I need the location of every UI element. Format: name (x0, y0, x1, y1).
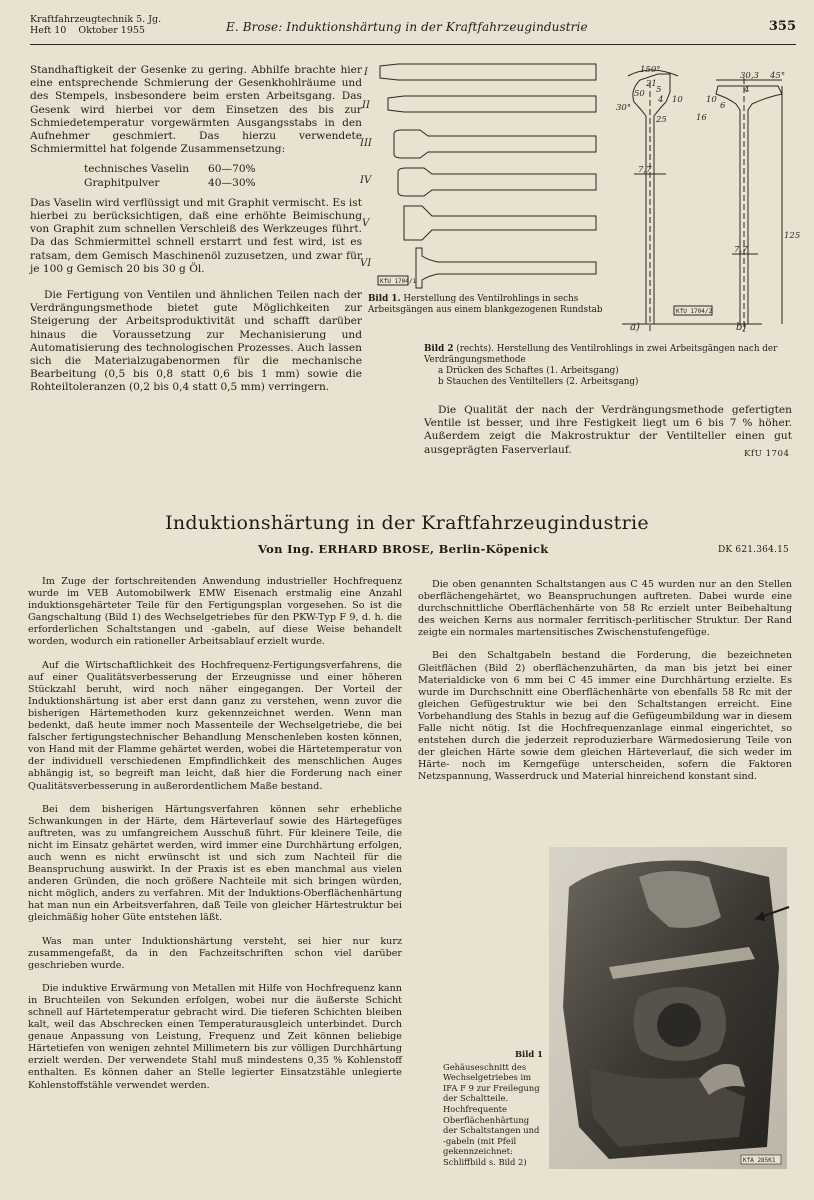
label-b: b) (736, 322, 747, 333)
article-paragraph: Auf die Wirtschaftlichkeit des Hochfrequenz-Fertigungsverfahrens, die auf einer Qualitätsverbesserung der Erzeugnisse und einer höheren Stückzahl beruht, wird noch näher eingegangen. Der Vorteil der Induktionshärtung ist aber erst dann ganz zu verstehen, wenn zuvor die bisherigen Härtemethoden kurz gekennzeichnet werden. Wenn man bedenkt, daß heute immer noch Massenteile der Wechselgetriebe, die bei falscher fertigungstechnischer Behandlung Menschenleben kosten können, von Hand mit der Flamme gehärtet werden, wobei die Härtetemperatur von der individuell verschiedenen Empfindlichkeit des menschlichen Auges abhängig ist, so begreift man leicht, daß hier die Forderung nach einer Qualitätsverbesserung in außerordentlichem Maße bestand. (28, 659, 402, 792)
lubricant-recipe (84, 163, 362, 189)
dim-label: 45° (770, 71, 786, 81)
gear-hub (657, 1003, 701, 1047)
dim-label: 150° (640, 65, 661, 75)
dim-label: 25 (656, 115, 667, 125)
figure-1-caption (368, 294, 608, 316)
caption-label: Bild 1 (514, 1049, 543, 1059)
stage-label: III (360, 138, 372, 149)
dim-label: 7,7 (734, 245, 748, 255)
label-a: a) (630, 322, 640, 333)
dim-label: 4 (658, 95, 664, 105)
photo-stamp: KfA 285K1 (743, 1157, 776, 1164)
dk-number: DK 621.364.15 (718, 545, 789, 555)
running-title: E. Brose: Induktionshärtung in der Kraftfahrzeugindustrie (226, 20, 588, 34)
stage-label: I (364, 67, 368, 78)
dim-label: 50 (634, 89, 645, 99)
stage-label: IV (360, 175, 372, 186)
article-paragraph: Bei den Schaltgabeln bestand die Forderung, die bezeichneten Gleitflächen (Bild 2) oberflächenzuhärten, da man bis jetzt bei einer Materialdicke von 6 mm bei C 45 immer eine Durchhärtung erzielte. Es wurde im Durchschnitt eine Oberflächenhärte von ebenfalls 58 Rc mit der gleichen Gefügestruktur wie bei den Schaltstangen erreicht. Eine Vorbehandlung des Stahls in bezug auf die Gefügeumbildung war in diesem Falle nicht nötig. Ist die Hochfrequenzanlage einmal eingerichtet, so entstehen durch die jederzeit reproduzierbare Wärmedosierung Teile von der gleichen Härte sowie dem gleichen Härteverlauf, die sich weder im Härte- noch im Kerngefüge unterscheiden, sofern die Faktoren Netzspannung, Wasserdruck und Material hinreichend konstant sind. (418, 650, 792, 783)
recipe-row (84, 177, 362, 190)
journal-info (30, 14, 161, 36)
figure-1-stages-drawing (358, 58, 608, 298)
recipe-name: technisches Vaselin (84, 163, 190, 176)
figure-2-caption (424, 344, 796, 388)
stage-3-bar (394, 130, 596, 158)
dim-label: 10 (672, 95, 683, 105)
article-paragraph: Bei dem bisherigen Härtungsverfahren können sehr erhebliche Schwankungen in der Härte, dem Härteverlauf sowie des Härtegefüges auftreten, was zu umfangreichem Ausschuß führt. Für kleinere Teile, die nicht im Einsatz gehärtet werden, wird immer eine Durchhärtung erfolgen, auch wenn es nicht erwünscht ist und sich zum Nachteil für die Beanspruchung auswirkt. In der Praxis ist es eben manchmal aus vielen anderen Gründen, die noch größere Nachteile mit sich bringen würden, nicht möglich, anders zu verfahren. Mit der Induktions-Oberflächenhärtung hat man nun ein Arbeitsverfahren, daß Teile von gleicher Härtestruktur bei gleichmäßig hoher Güte entstehen läßt. (28, 803, 402, 924)
article-paragraph: Die oben genannten Schaltstangen aus C 45 wurden nur an den Stellen oberflächengehärtet, wo Beanspruchungen auftreten. Dabei wurde eine durchschnittliche Oberflächenhärte von 58 Rc erzielt unter Beibehaltung des weichen Kerns aus normaler ferritisch-perlitischer Struktur. Der Rand zeigte ein normales martensitisches Zwischenstufengefüge. (418, 579, 792, 639)
dim-label: 30,3 (740, 71, 759, 81)
running-head (30, 14, 796, 45)
recipe-value: 60—70% (208, 163, 256, 176)
article-left-column (28, 576, 402, 1092)
stage-6-valve (416, 248, 596, 288)
caption-main (424, 344, 796, 366)
dim-label: 30° (616, 103, 632, 113)
prev-paragraph: Standhaftigkeit der Gesenke zu gering. Abhilfe brachte hier eine entsprechende Schmierung der Gesenkhohlräume und des Stempels, insbesondere beim ersten Arbeitsgang. Das Gesenk wird hierbei vor dem Einsetzen des bis zur Schmiedetemperatur vorgewärmten Ausgangsstabs in den Aufnehmer geschmiert. Das hierzu verwendete Schmiermittel hat folgende Zusammensetzung: (30, 64, 362, 156)
photo-caption (443, 1049, 543, 1168)
caption-item-b: b Stauchen des Ventiltellers (2. Arbeitsgang) (438, 377, 639, 387)
dim-label: 21 (646, 79, 657, 89)
dim-label: 5 (656, 85, 662, 95)
caption-label: Bild 2 (424, 344, 454, 354)
dim-label: 16 (696, 113, 707, 123)
prev-paragraph: Die Qualität der nach der Verdrängungsmethode gefertigten Ventile ist besser, und ihre Festigkeit liegt um 6 bis 7 % höher. Außerdem zeigt die Makrostruktur der Ventilteller einen gut ausgeprägten Faserverlauf. (424, 404, 792, 456)
recipe-row (84, 163, 362, 176)
valve-a-outline (633, 74, 670, 324)
caption-label: Bild 1. (368, 294, 401, 304)
caption-text: Herstellung des Ventilrohlings in sechs Arbeitsgängen aus einem blankgezogenen Rundstab (368, 294, 603, 315)
article-author: Von Ing. ERHARD BROSE, Berlin-Köpenick (258, 542, 549, 556)
dim-label: 7,7 (638, 165, 652, 175)
article-paragraph: Im Zuge der fortschreitenden Anwendung industrieller Hochfrequenz wurde im VEB Automobilwerk EMW Eisenach erstmalig eine Anzahl induktionsgehärteter Teile für den Fertigungsplan vorgesehen. So ist die Gangschaltung (Bild 1) des Wechselgetriebes für den PKW-Typ F 9, d. h. die erforderlichen Schaltstangen und -gabeln, auf diese Weise behandelt worden, wodurch ein rationeller Arbeitsablauf erzielt wurde. (28, 576, 402, 648)
valve-b-outline (716, 86, 782, 324)
gearbox-photo (549, 847, 787, 1169)
prev-article-left-column (30, 64, 362, 395)
stage-2-bar (388, 96, 596, 112)
fig1-stamp: KfU 1704/1 (380, 278, 417, 285)
recipe-name: Graphitpulver (84, 176, 160, 189)
stage-1-bar (380, 64, 596, 80)
journal-line-2: Heft 10 Oktober 1955 (30, 25, 145, 36)
caption-text: (rechts). Herstellung des Ventilrohlings in zwei Arbeitsgängen nach der Verdrängungsmethode (424, 344, 778, 365)
article-right-column (418, 579, 792, 784)
article-title: Induktionshärtung in der Kraftfahrzeugindustrie (165, 512, 649, 534)
prev-paragraph: Die Fertigung von Ventilen und ähnlichen Teilen nach der Verdrängungsmethode bietet gute Möglichkeiten zur Steigerung der Arbeitsproduktivität und schafft darüber hinaus die Voraussetzung zur Mechanisierung und Automatisierung des technologischen Prozesses. Auch lassen sich die Materialzugabenormen für die mechanische Bearbeitung (0,5 bis 0,8 statt 0,6 bis 1 mm) sowie die Rohteiltoleranzen (0,2 bis 0,4 statt 0,5 mm) verringern. (30, 289, 362, 394)
stage-label: V (362, 218, 370, 229)
stage-5-bar (404, 206, 596, 240)
article-sign: KfU 1704 (744, 449, 790, 459)
figure-2-valve-drawing (612, 62, 802, 340)
article-paragraph: Was man unter Induktionshärtung versteht, sei hier nur kurz zusammengefaßt, da in den Fachzeitschriften schon viel darüber geschrieben wurde. (28, 935, 402, 971)
caption-text: Gehäuseschnitt des Wechselgetriebes im IFA F 9 zur Freilegung der Schaltteile. Hochfrequente Oberflächenhärtung der Schaltstangen und -gabeln (mit Pfeil gekennzeichnet: Schliffbild s. Bild 2) (443, 1061, 540, 1167)
dim-label: 10 (706, 95, 717, 105)
stage-label: VI (360, 258, 372, 269)
article-paragraph: Die induktive Erwärmung von Metallen mit Hilfe von Hochfrequenz kann in Bruchteilen von Sekunden erfolgen, wobei nur die äußerste Schicht schnell auf Härtetemperatur gebracht wird. Die tieferen Schichten bleiben kalt, weil das Abschrecken einen Temperaturausgleich unterbindet. Durch genaue Anpassung von Leistung, Frequenz und Zeit können beliebige Härtetiefen von wenigen zehntel Millimetern bis zur völligen Durchhärtung erzielt werden. Der verwendete Stahl muß mindestens 0,35 % Kohlenstoff enthalten. Es können daher an Stelle legierter Einsatzstähle unlegierte Kohlenstoffstähle verwendet werden. (28, 982, 402, 1091)
stage-4-bar (398, 168, 596, 196)
recipe-value: 40—30% (208, 176, 256, 189)
prev-article-right-column (424, 404, 792, 457)
dim-label: 125 (784, 231, 801, 241)
dim-label: 6 (720, 101, 726, 111)
stage-label: II (362, 100, 370, 111)
prev-paragraph: Das Vaselin wird verflüssigt und mit Graphit vermischt. Es ist hierbei zu berücksichtigen, daß eine erhöhte Beimischung von Graphit zum schnellen Verschleiß des Werkzeuges führt. Da das Schmiermittel schnell erstarrt und fest wird, ist es ratsam, dem Gemisch Maschinenöl zuzusetzen, und zwar für je 100 g Gemisch 20 bis 30 g Öl. (30, 196, 362, 275)
fig2-stamp: KfU 1704/2 (676, 308, 713, 315)
caption-item-a: a Drücken des Schaftes (1. Arbeitsgang) (438, 366, 619, 376)
dim-label: 4 (744, 85, 750, 95)
journal-line-1: Kraftfahrzeugtechnik 5. Jg. (30, 14, 162, 25)
page-number: 355 (768, 19, 796, 34)
